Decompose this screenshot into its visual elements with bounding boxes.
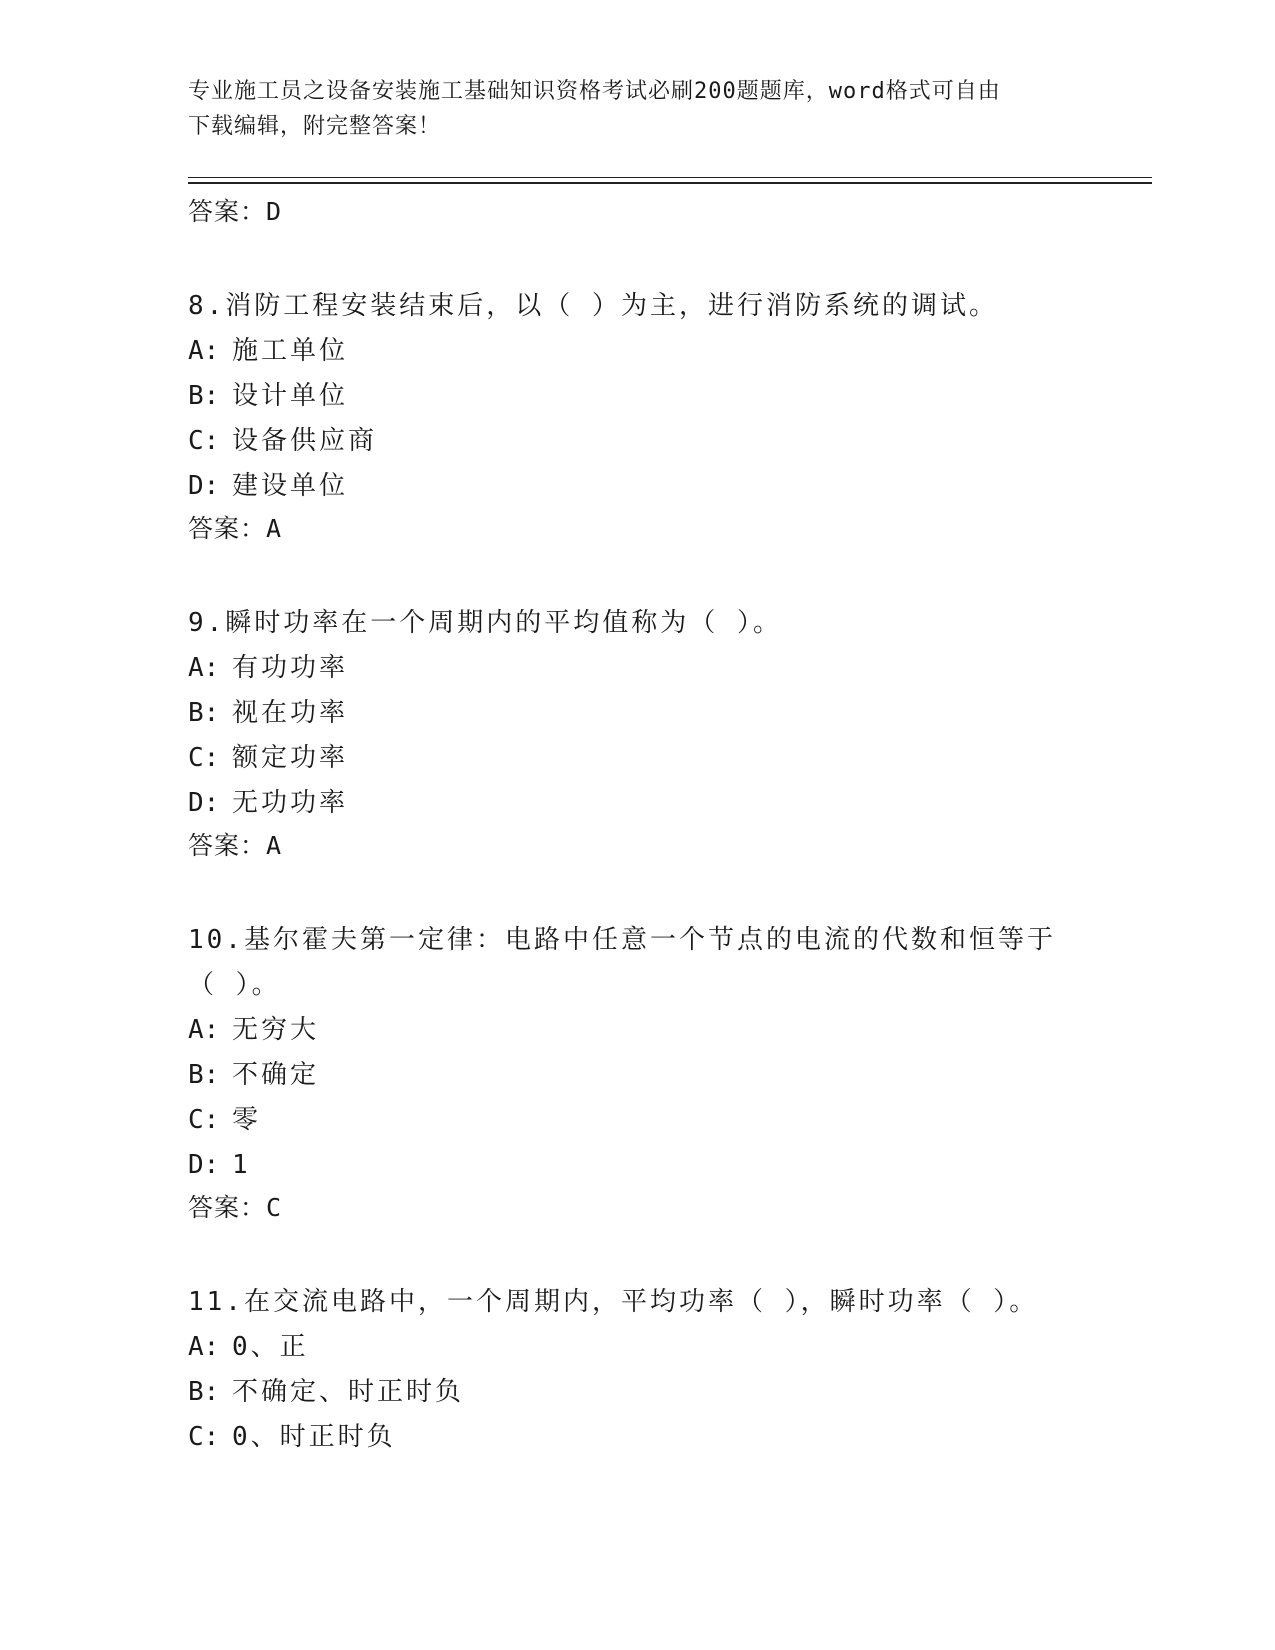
option-c xyxy=(188,736,1148,781)
option-c xyxy=(188,1098,1148,1143)
option-key: C: xyxy=(188,1105,220,1135)
option-text: 建设单位 xyxy=(232,471,349,501)
option-text: 视在功率 xyxy=(232,698,349,728)
option-a xyxy=(188,1008,1148,1053)
question-stem: 11.在交流电路中，一个周期内，平均功率（ ），瞬时功率（ ）。 xyxy=(188,1287,1039,1317)
option-b xyxy=(188,1053,1148,1098)
option-key: D: xyxy=(188,471,220,501)
document-header xyxy=(188,74,1088,144)
question-answer: 答案：A xyxy=(188,514,283,543)
question-stem: 10.基尔霍夫第一定律：电路中任意一个节点的电流的代数和恒等于（ ）。 xyxy=(188,925,1056,1000)
option-key: C: xyxy=(188,743,220,773)
question-item xyxy=(188,918,1148,1228)
header-line-2: 下载编辑，附完整答案！ xyxy=(188,114,442,139)
option-key: C: xyxy=(188,426,220,456)
previous-answer: 答案：D xyxy=(188,197,283,226)
option-key: B: xyxy=(188,1060,220,1090)
option-a xyxy=(188,329,1148,374)
option-b xyxy=(188,1370,1148,1415)
option-text: 有功功率 xyxy=(232,653,349,683)
option-key: B: xyxy=(188,381,220,411)
option-a xyxy=(188,646,1148,691)
question-list xyxy=(188,192,1148,1460)
option-key: A: xyxy=(188,1332,220,1362)
header-divider-thick xyxy=(188,182,1152,184)
option-text: 1 xyxy=(232,1150,251,1180)
header-line-1: 专业施工员之设备安装施工基础知识资格考试必刷200题题库，word格式可自由 xyxy=(188,79,1001,104)
option-d xyxy=(188,781,1148,826)
option-b xyxy=(188,691,1148,736)
option-text: 额定功率 xyxy=(232,743,349,773)
option-d xyxy=(188,1143,1148,1188)
header-divider-thin xyxy=(188,177,1152,178)
option-text: 无穷大 xyxy=(232,1015,320,1045)
option-text: 施工单位 xyxy=(232,336,349,366)
question-item xyxy=(188,284,1148,549)
option-b xyxy=(188,374,1148,419)
question-stem: 9.瞬时功率在一个周期内的平均值称为（ ）。 xyxy=(188,608,782,638)
option-c xyxy=(188,1415,1148,1460)
question-answer: 答案：A xyxy=(188,831,283,860)
option-key: A: xyxy=(188,1015,220,1045)
question-item xyxy=(188,1280,1148,1460)
question-stem: 8.消防工程安装结束后，以（ ）为主，进行消防系统的调试。 xyxy=(188,291,998,321)
question-item xyxy=(188,601,1148,866)
option-key: A: xyxy=(188,336,220,366)
option-text: 设备供应商 xyxy=(232,426,378,456)
option-key: B: xyxy=(188,1377,220,1407)
option-c xyxy=(188,419,1148,464)
option-text: 0、正 xyxy=(232,1332,309,1362)
option-text: 无功功率 xyxy=(232,788,349,818)
question-answer: 答案：C xyxy=(188,1193,283,1222)
option-text: 零 xyxy=(232,1105,262,1135)
option-text: 不确定、时正时负 xyxy=(232,1377,465,1407)
option-text: 0、时正时负 xyxy=(232,1422,396,1452)
option-text: 不确定 xyxy=(232,1060,320,1090)
option-key: C: xyxy=(188,1422,220,1452)
option-d xyxy=(188,464,1148,509)
option-key: D: xyxy=(188,788,220,818)
option-text: 设计单位 xyxy=(232,381,349,411)
option-key: A: xyxy=(188,653,220,683)
option-key: B: xyxy=(188,698,220,728)
option-a xyxy=(188,1325,1148,1370)
option-key: D: xyxy=(188,1150,220,1180)
